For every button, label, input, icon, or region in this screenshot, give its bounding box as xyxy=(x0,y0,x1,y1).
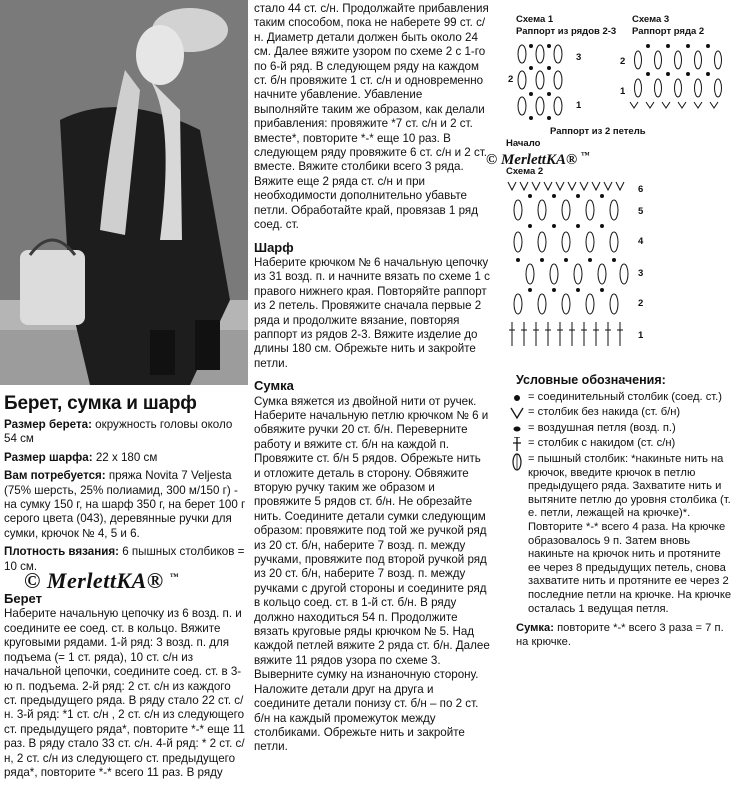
scheme2-diagram xyxy=(506,180,634,350)
materials: Вам потребуется: пряжа Novita 7 Veljesta (75% шерсть, 25% полиамид, 300 м/150 г) - на сумку 150 г, на шарф 350 г, на берет 100 г серого цвета (043), деревянные ручки для сумки, крючок № 4, 5 и 6. xyxy=(4,469,246,540)
beret-text-part2: стало 44 ст. с/н. Продолжайте прибавления таким способом, пока не наберете 99 ст. с/н. Диаметр детали должен быть около 24 см. Далее вяжите узором по схеме 2 с 1-го по 6-й ряд. В следующем ряду на каждом ст. б/н провяжите 1 ст. с/н и одновременно начните убавление. Убавление выполняйте таким же образом, как делали прибавления: провяжите *7 ст. с/н и 2 ст. вместе*, повторите *-* еще 10 раз. В следующем ряду провяжите 6 ст. с/н и 2 ст. вместе. Вяжите столбики всего 3 ряда. Вяжите еще 2 ряда ст. с/н и при необходимости дополнительно убавьте петли. Обработайте край, провязав 1 ряд соед. ст. xyxy=(254,2,489,232)
scheme2-row3: 3 xyxy=(638,268,644,279)
watermark-right: © MerlettKA® ™ xyxy=(486,150,590,168)
puff-stitch-icon xyxy=(508,453,526,471)
bag-text: Сумка вяжется из двойной нити от ручек. Наберите начальную петлю крючком № 6 и обвяжите ручки 20 ст. б/н. Переверните работу и вяжите ст. б/н на каждой п. Провяжите ст. б/н 5 рядов. Обрежьте нить и отложите деталь в сторону. Обвяжите вторую ручку таким же образом и провяжите 5 рядов ст. б/н. Не обрезайте нить. Соедините детали сумки следующим образом: провяжите под той же ручкой ряд из 20 ст. б/н, наберите 7 возд. п. между ручками, провяжите под второй ручкой ряд из 20 ст. б/н, наберите 7 возд. п. между ручками с другой стороны и соедините ряд в кольцо соед. ст. в 1-й ст. б/н. В ряду должно находиться 54 п. Продолжите вязать круговые ряды крючком № 5. Над каждой петлей вяжите 2 ряда ст. б/н. Далее вяжите 11 рядов узора по схеме 3. Выверните сумку на изнаночную сторону. Наложите детали друг на друга и соедините детали понизу ст. б/н – по 2 ст. б/н на каждый промежуток между столбиками. Обрежьте нить и закройте петли. xyxy=(254,394,490,754)
scheme1-rapport-label: Раппорт из 2 петель xyxy=(550,126,646,137)
legend-item: = столбик без накида (ст. б/н) xyxy=(506,406,732,420)
scheme1-row2: 2 xyxy=(508,74,514,85)
scheme2-row1: 1 xyxy=(638,330,644,341)
beret-text-part1: Наберите начальную цепочку из 6 возд. п. и соедините ее соед. ст. в кольцо. Вяжите круговыми рядами. 1-й ряд: 3 возд. п. для подъема (= 1 ст. ряда), 10 ст. с/н из начальной цепочки, соедините соед. ст. в 3-ю п. подъема. 2-й ряд: 2 ст. с/н из каждого ст. предыдущего ряда. В ряду стало 22 ст. с/н. 3-й ряд: *1 ст. с/н , 2 ст. с/н из следующего ст. предыдущего ряда*, повторите *-* еще 11 раз. В ряду стало 33 ст. с/н. 4-й ряд: * 2 ст. с/н, 2 ст. с/н из следующего ст. предыдущего ряда*, повторите *-* всего 11 раз. В ряду xyxy=(4,607,245,779)
scarf-text: Наберите крючком № 6 начальную цепочку из 31 возд. п. и начните вязать по схеме 1 с правого нижнего края. Повторяйте раппорт из 2 петель. Провяжите сначала первые 2 ряда и продолжите вязание, повторяя раппорт из рядов 2-3. Вяжите изделие до длины 180 см. Обрежьте нить и закройте петли. xyxy=(254,255,490,370)
scheme1-row3: 3 xyxy=(576,52,582,63)
single-crochet-icon xyxy=(508,406,526,420)
legend-item: = столбик с накидом (ст. с/н) xyxy=(506,437,732,451)
scheme2-row5: 5 xyxy=(638,206,644,217)
scheme3-title: Схема 3 xyxy=(632,14,670,25)
scheme3-subtitle: Раппорт ряда 2 xyxy=(632,26,705,37)
scarf-size: Размер шарфа: 22 х 180 см xyxy=(4,450,158,464)
scheme3-diagram xyxy=(628,42,732,110)
scheme1-subtitle: Раппорт из рядов 2-3 xyxy=(516,26,617,37)
legend-bag-note: Сумка: повторите *-* всего 3 раза = 7 п. на крючке. xyxy=(516,622,724,648)
scheme3-row2: 2 xyxy=(620,56,626,67)
scheme1-start-label: Начало xyxy=(506,138,541,149)
watermark-left: © MerlettKA® ™ xyxy=(24,568,180,593)
double-crochet-icon xyxy=(508,437,526,451)
bag-heading: Сумка xyxy=(254,378,294,394)
gauge: Плотность вязания: 6 пышных столбиков = 10 см. xyxy=(4,545,245,573)
legend-item: = воздушная петля (возд. п.) xyxy=(506,422,732,436)
beret-size: Размер берета: окружность головы около 54 см xyxy=(4,418,233,446)
scheme2-row2: 2 xyxy=(638,298,644,309)
scheme2-title: Схема 2 xyxy=(506,166,544,177)
scarf-heading: Шарф xyxy=(254,239,294,255)
scheme2-row4: 4 xyxy=(638,236,644,247)
scheme3-row1: 1 xyxy=(620,86,626,97)
scheme1-title: Схема 1 xyxy=(516,14,554,25)
slip-stitch-icon xyxy=(508,391,526,405)
chain-stitch-icon xyxy=(508,422,526,436)
legend-item: = соединительный столбик (соед. ст.) xyxy=(506,391,732,405)
page-title: Берет, сумка и шарф xyxy=(4,393,197,414)
scheme1-diagram xyxy=(500,40,610,120)
legend-title: Условные обозначения: xyxy=(516,373,666,387)
left-column xyxy=(4,418,246,784)
model-photo xyxy=(0,0,248,385)
beret-heading: Берет xyxy=(4,591,42,607)
scheme2-row6: 6 xyxy=(638,184,644,195)
scheme1-row1: 1 xyxy=(576,100,582,111)
legend xyxy=(506,374,732,651)
middle-column xyxy=(254,2,490,755)
legend-item: = пышный столбик: *накиньте нить на крючок, введите крючок в петлю предыдущего ряда. Захватите нить и вытяните петлю до уровня столбика (т. е. петли, лежащей на крючке)*. Повторите *-* всего 4 раза. На крючке образовалось 9 п. Затем вновь накиньте на крючок нить и протяните ее через 8 предыдущих петель, снова захватите нить и протяните ее через 2 последние петли на крючке. На крючке осталась 1 ведущая петля. xyxy=(506,453,732,616)
